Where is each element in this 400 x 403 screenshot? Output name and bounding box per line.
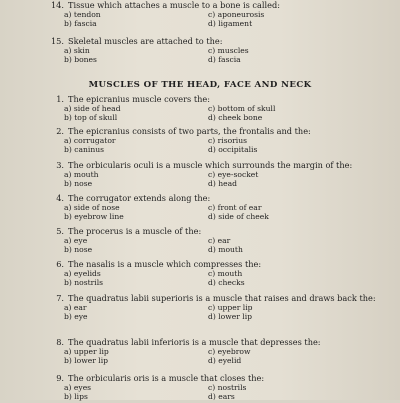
question-text (50, 193, 380, 203)
question-6 (50, 259, 380, 289)
option-d: d) checks (208, 278, 245, 287)
options (50, 383, 380, 403)
question-number: 6. (56, 259, 64, 269)
option-a: a) eyes (64, 383, 92, 392)
question-prompt: Skeletal muscles are attached to the: (68, 36, 223, 46)
question-prompt: The quadratus labii superioris is a muscle that raises and draws back the: (68, 293, 376, 303)
option-c: c) front of ear (208, 203, 262, 212)
question-14 (50, 0, 380, 30)
option-c: c) aponeurosis (208, 10, 265, 19)
option-c: c) bottom of skull (208, 104, 276, 113)
option-b: b) top of skull (64, 113, 118, 122)
question-text (50, 36, 380, 46)
question-prompt: The corrugator extends along the: (68, 193, 211, 203)
question-prompt: The nasalis is a muscle which compresses the: (68, 259, 262, 269)
options (50, 347, 380, 367)
option-c: c) mouth (208, 269, 243, 278)
question-prompt: Tissue which attaches a muscle to a bone is called: (68, 0, 280, 10)
question-4 (50, 193, 380, 223)
option-c: c) nostrils (208, 383, 247, 392)
section-heading: MUSCLES OF THE HEAD, FACE AND NECK (88, 80, 312, 90)
question-text (50, 293, 380, 303)
options (50, 303, 380, 323)
question-3 (50, 160, 380, 190)
option-a: a) eye (64, 236, 88, 245)
option-d: d) ears (208, 392, 235, 401)
question-number: 3. (56, 160, 64, 170)
option-a: a) side of head (64, 104, 121, 113)
option-c: c) risorius (208, 136, 248, 145)
question-number: 14. (50, 0, 64, 10)
question-number: 15. (50, 36, 64, 46)
option-d: d) lower lip (208, 312, 252, 321)
question-text (50, 126, 380, 136)
option-c: c) muscles (208, 46, 249, 55)
options (50, 136, 380, 156)
question-text (50, 226, 380, 236)
option-b: b) lips (64, 392, 88, 401)
option-b: b) eyebrow line (64, 212, 124, 221)
question-1 (50, 94, 380, 124)
option-b: b) lower lip (64, 356, 108, 365)
question-prompt: The orbicularis oris is a muscle that closes the: (68, 373, 265, 383)
option-b: b) nose (64, 245, 93, 254)
option-d: d) mouth (208, 245, 243, 254)
option-b: b) nose (64, 179, 93, 188)
question-text (50, 259, 380, 269)
option-b: b) caninus (64, 145, 105, 154)
question-text (50, 337, 380, 347)
option-d: d) eyelid (208, 356, 242, 365)
option-c: c) ear (208, 236, 231, 245)
option-a: a) eyelids (64, 269, 101, 278)
option-d: d) side of cheek (208, 212, 269, 221)
option-a: a) ear (64, 303, 87, 312)
question-prompt: The epicranius consists of two parts, the frontalis and the: (68, 126, 311, 136)
question-15 (50, 36, 380, 66)
option-a: a) mouth (64, 170, 99, 179)
option-a: a) side of nose (64, 203, 120, 212)
option-b: b) eye (64, 312, 88, 321)
option-a: a) skin (64, 46, 90, 55)
options (50, 170, 380, 190)
option-a: a) tendon (64, 10, 101, 19)
option-d: d) cheek bone (208, 113, 263, 122)
options (50, 104, 380, 124)
question-prompt: The quadratus labii inferioris is a muscle that depresses the: (68, 337, 321, 347)
question-7 (50, 293, 380, 323)
option-c: c) eye-socket (208, 170, 259, 179)
option-d: d) fascia (208, 55, 241, 64)
option-d: d) ligament (208, 19, 253, 28)
question-2 (50, 126, 380, 156)
question-prompt: The procerus is a muscle of the: (68, 226, 202, 236)
question-text (50, 160, 380, 170)
question-number: 2. (56, 126, 64, 136)
question-number: 1. (56, 94, 64, 104)
question-9 (50, 373, 380, 403)
question-5 (50, 226, 380, 256)
question-text (50, 94, 380, 104)
options (50, 236, 380, 256)
option-b: b) bones (64, 55, 97, 64)
option-b: b) nostrils (64, 278, 104, 287)
option-a: a) upper lip (64, 347, 109, 356)
options (50, 269, 380, 289)
options (50, 203, 380, 223)
question-number: 5. (56, 226, 64, 236)
options (50, 10, 380, 30)
question-number: 7. (56, 293, 64, 303)
question-prompt: The epicranius muscle covers the: (68, 94, 210, 104)
option-a: a) corrugator (64, 136, 116, 145)
option-d: d) occipitalis (208, 145, 258, 154)
question-text (50, 373, 380, 383)
option-c: c) eyebrow (208, 347, 251, 356)
question-number: 8. (56, 337, 64, 347)
question-number: 9. (56, 373, 64, 383)
option-b: b) fascia (64, 19, 97, 28)
question-prompt: The orbicularis oculi is a muscle which surrounds the margin of the: (68, 160, 353, 170)
question-text (50, 0, 380, 10)
options (50, 46, 380, 66)
option-c: c) upper lip (208, 303, 253, 312)
question-8 (50, 337, 380, 367)
option-d: d) head (208, 179, 238, 188)
question-number: 4. (56, 193, 64, 203)
